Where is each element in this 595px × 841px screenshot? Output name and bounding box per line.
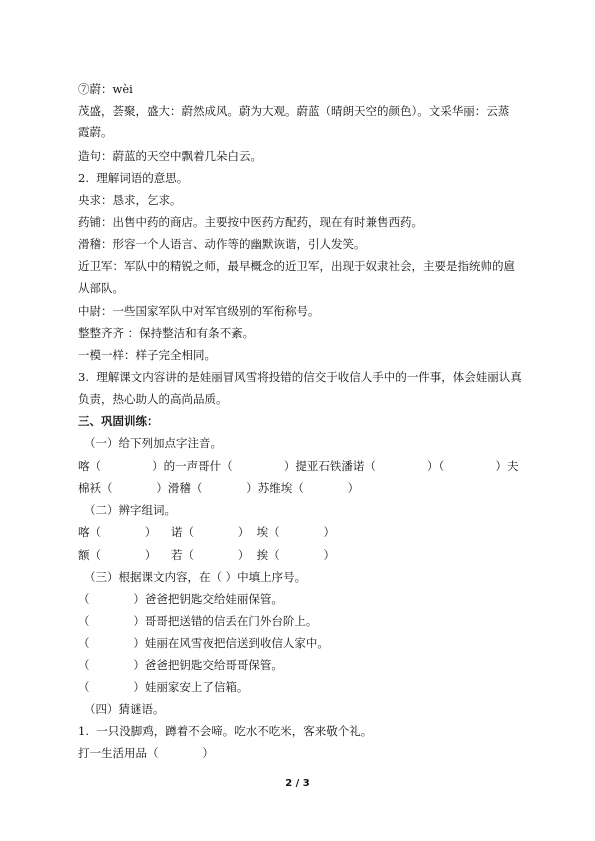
text-line-content: 3. 理解课文内容讲的是娃丽冒风雪将投错的信交于收信人手中的一件事，体会娃丽认真 bbox=[78, 370, 522, 384]
exercise-3-item-2: （ ）哥哥把送错的信丢在门外台阶上。 bbox=[78, 614, 318, 628]
exercise-2-heading: （二）辨字组词。 bbox=[84, 503, 176, 517]
exercise-3-item-3: （ ）娃丽在风雪夜把信送到收信人家中。 bbox=[78, 636, 329, 650]
text-line-char-wei: ⑦蔚：wèi bbox=[78, 82, 133, 96]
exercise-1-line-1: 喀（ ）的一声哥什（ ）提亚石铁潘诺（ ）（ ）夫 bbox=[78, 459, 519, 473]
section-heading-vocab: 2. 理解词语的意思。 bbox=[78, 171, 189, 185]
exercise-1-heading: （一）给下列加点字注音。 bbox=[84, 436, 222, 450]
vocab-huaji: 滑稽：形容一个人语言、动作等的幽默诙谐，引人发笑。 bbox=[78, 237, 366, 251]
exercise-3-item-4: （ ）爸爸把钥匙交给哥哥保管。 bbox=[78, 658, 283, 672]
text-line-wei-meaning-cont: 霞蔚。 bbox=[78, 125, 113, 139]
page-number: 2 / 3 bbox=[285, 778, 310, 789]
exercise-4-heading: （四）猜谜语。 bbox=[84, 702, 165, 716]
vocab-jinweijun-cont: 从部队。 bbox=[78, 281, 124, 295]
exercise-1-line-2: 棉袄（ ）滑稽（ ）苏维埃（ ） bbox=[78, 481, 360, 495]
text-line-sentence: 造句：蔚蓝的天空中飘着几朵白云。 bbox=[78, 149, 262, 163]
vocab-jinweijun: 近卫军：军队中的精锐之师，最早概念的近卫军，出现于奴隶社会，主要是指统帅的扈 bbox=[78, 259, 515, 273]
exercise-3-item-1: （ ）爸爸把钥匙交给娃丽保管。 bbox=[78, 592, 283, 606]
riddle-1: 1. 一只没脚鸡，蹲着不会啼。吃水不吃米，客来敬个礼。 bbox=[78, 724, 373, 738]
vocab-zhengzhengqiqi: 整整齐齐 ：保持整洁和有条不紊。 bbox=[78, 326, 255, 340]
vocab-yaopu: 药铺：出售中药的商店。主要按中医药方配药，现在有时兼售西药。 bbox=[78, 215, 423, 229]
text-line-wei-meaning: 茂盛，荟聚，盛大：蔚然成风。蔚为大观。蔚蓝（晴朗天空的颜色）。文采华丽：云蒸 bbox=[78, 104, 510, 118]
exercise-2-line-2: 额（ ） 若（ ） 挨（ ） bbox=[78, 548, 336, 562]
riddle-1-answer: 打一生活用品（ ） bbox=[78, 746, 214, 760]
section-heading-practice: 三、巩固训练： bbox=[78, 414, 159, 428]
vocab-yangqiu: 央求：恳求，乞求。 bbox=[78, 193, 182, 207]
exercise-3-heading: （三）根据课文内容，在（ ）中填上序号。 bbox=[84, 570, 307, 584]
text-line-content-cont: 负责，热心助人的高尚品质。 bbox=[78, 392, 228, 406]
exercise-2-line-1: 喀（ ） 诺（ ） 埃（ ） bbox=[78, 525, 336, 539]
vocab-yimuyiyang: 一模一样：样子完全相同。 bbox=[78, 348, 216, 362]
exercise-3-item-5: （ ）娃丽家安上了信箱。 bbox=[78, 680, 249, 694]
vocab-zhongwei: 中尉：一些国家军队中对军官级别的军衔称号。 bbox=[78, 304, 320, 318]
